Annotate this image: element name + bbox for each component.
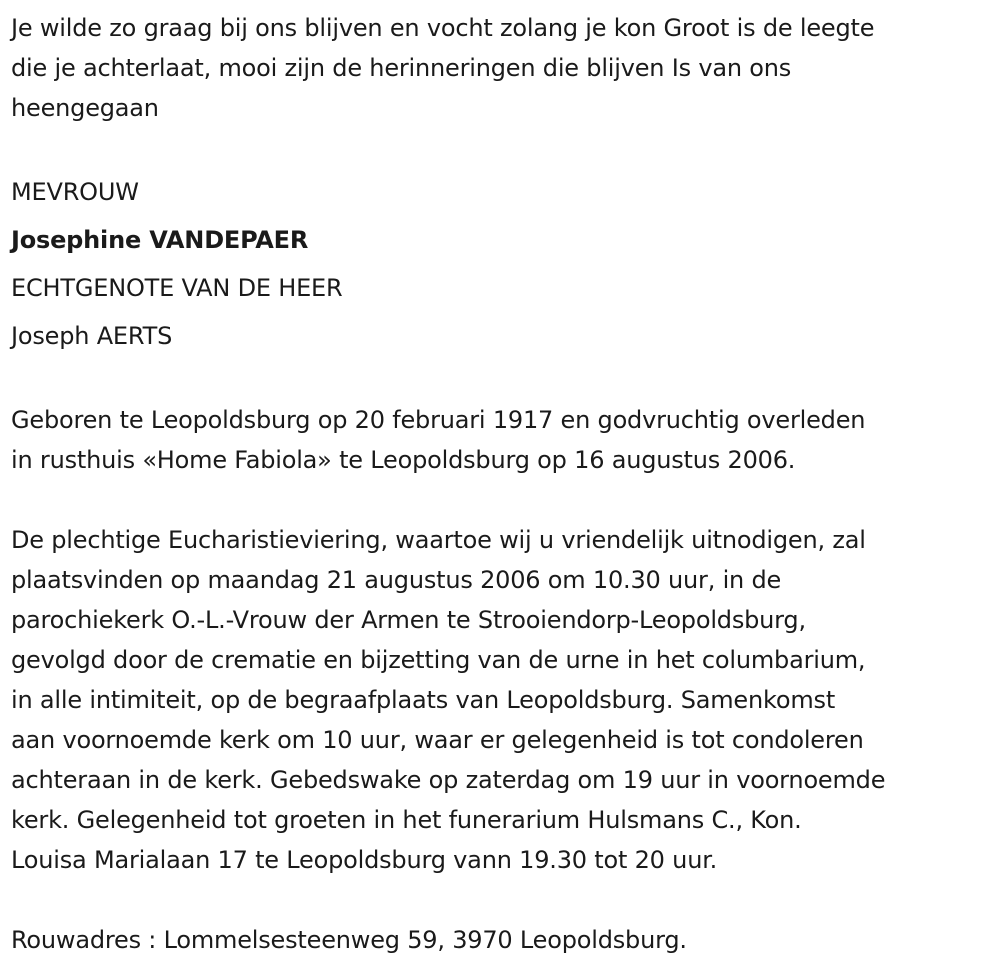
spacer xyxy=(11,360,996,400)
spacer xyxy=(11,880,996,920)
mourning-address: Rouwadres : Lommelsesteenweg 59, 3970 Leopoldsburg. xyxy=(11,926,687,954)
deceased-name: Josephine VANDEPAER xyxy=(11,226,309,254)
spouse-prefix: ECHTGENOTE VAN DE HEER xyxy=(11,274,343,302)
spouse-name: Joseph AERTS xyxy=(11,322,173,350)
spacer xyxy=(11,480,996,520)
intro-text: Je wilde zo graag bij ons blijven en vocht zolang je kon Groot is de leegte die je achterlaat, mooi zijn de herinneringen die blijven Is van ons heengegaan xyxy=(11,14,875,122)
ceremony-text: De plechtige Eucharistieviering, waartoe wij u vriendelijk uitnodigen, zal plaatsvinden op maandag 21 augustus 2006 om 10.30 uur, in de parochiekerk O.-L.-Vrouw der Armen te Strooiendorp-Leopoldsburg, gevolgd door de crematie en bijzetting van de urne in het columbarium, in alle intimiteit, op de begraafplaats van Leopoldsburg. Samenkomst aan voornoemde kerk om 10 uur, waar er gelegenheid is tot condoleren achteraan in de kerk. Gebedswake op zaterdag om 19 uur in voornoemde kerk. Gelegenheid tot groeten in het funerarium Hulsmans C., Kon. Louisa Marialaan 17 te Leopoldsburg vann 19.30 tot 20 uur. xyxy=(11,526,886,874)
birth-death-text: Geboren te Leopoldsburg op 20 februari 1917 en godvruchtig overleden in rusthuis «Home Fabiola» te Leopoldsburg op 16 augustus 2006. xyxy=(11,406,866,474)
title-prefix: MEVROUW xyxy=(11,178,139,206)
spacer xyxy=(11,128,996,168)
death-notice xyxy=(11,8,996,960)
